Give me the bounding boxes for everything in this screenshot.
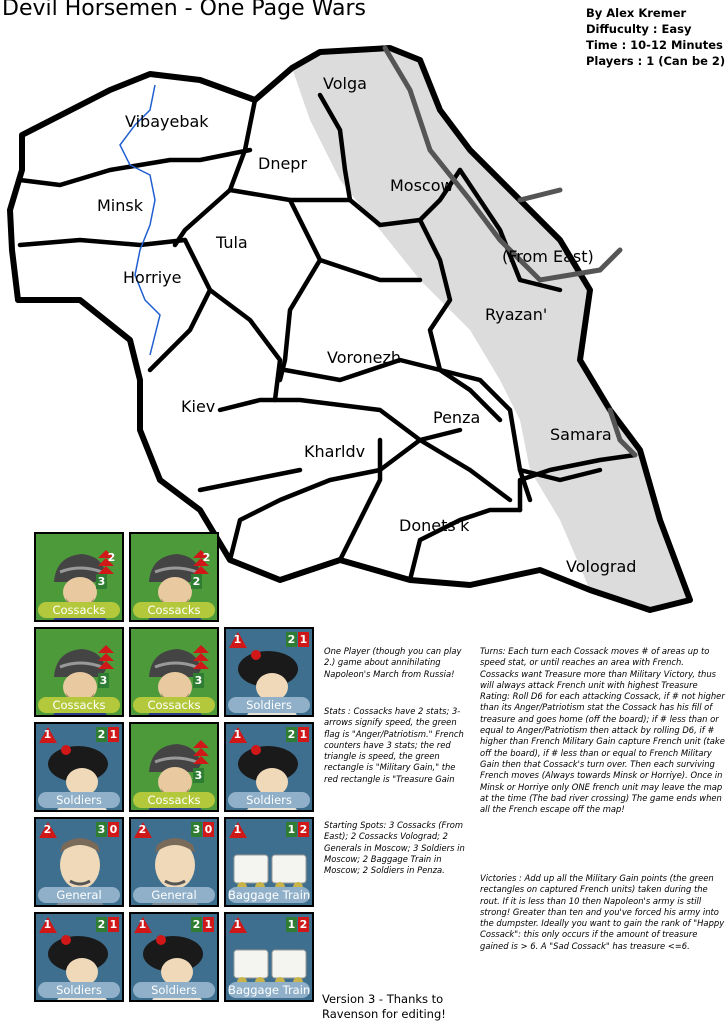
anger-flag: 3 [194,674,203,687]
speed-value: 2 [43,823,52,836]
speed-value: 2 [138,823,147,836]
speed-value: 1 [233,918,242,931]
counter-cossack[interactable] [129,532,219,622]
speed-value: 1 [233,728,242,741]
military-gain: 2 [97,728,106,741]
counter-soldier[interactable] [129,912,219,1002]
military-gain: 2 [287,728,296,741]
treasure-gain: 1 [299,728,308,741]
treasure-gain: 0 [109,823,118,836]
counter-label: Cossacks [38,697,120,713]
anger-flag: 3 [97,575,106,588]
speed-value: 1 [233,823,242,836]
difficulty-line: Diffuculty : Easy [586,22,692,36]
military-gain: 1 [287,918,296,931]
counter-label: Soldiers [133,982,215,998]
counter-label: General [133,887,215,903]
military-gain: 3 [192,823,201,836]
anger-flag: 2 [192,575,201,588]
page-title: Devil Horsemen - One Page Wars [2,0,366,21]
treasure-gain: 1 [109,918,118,931]
turns-text: Turns: Each turn each Cossack moves # of areas up to speed stat, or until reaches an area with French. Cossacks want Treasure more than Military Victory, thus will always attack French unit with highest Treasure Rating: Roll D6 for each attacking Cossack, if # not higher than its Anger/Patriotism stat the Cossack has his fill of treasure and goes home (off the board); if # less than or equal to Anger/Patriotism then attack by rolling D6, if # higher than French Military Gain capture French unit (take off the board), if # less than or equal to French Military Gain then that Cossack's turn over. Then each surviving French moves (Always towards Minsk or Horriye). Once in Minsk or Horriye only ONE french unit may leave the map at the time (The bad river crossing) The game ends when all the French escape off the map! [480,646,725,815]
treasure-gain: 2 [299,823,308,836]
eastern-road [292,48,690,610]
time-line: Time : 10-12 Minutes [586,38,723,52]
speed-value: 1 [138,918,147,931]
anger-flag: 3 [99,674,108,687]
region-volga[interactable]: Volga [323,74,367,93]
military-gain: 2 [287,633,296,646]
counter-label: Cossacks [133,792,215,808]
speed-value: 2 [107,551,116,564]
treasure-gain: 1 [299,633,308,646]
counter-cossack[interactable] [129,722,219,812]
counter-label: Soldiers [38,982,120,998]
speed-arrows-icon [191,738,211,768]
treasure-gain: 2 [299,918,308,931]
region-horriye[interactable]: Horriye [123,268,182,287]
counter-soldier[interactable] [224,722,314,812]
treasure-gain: 1 [109,728,118,741]
region-samara[interactable]: Samara [550,425,612,444]
speed-arrows-icon [96,643,116,673]
counter-label: Cossacks [133,602,215,618]
counter-soldier[interactable] [34,912,124,1002]
counter-baggage[interactable] [224,817,314,907]
starting-text: Starting Spots: 3 Cossacks (From East); 2 Cossacks Volograd; 2 Generals in Moscow; 3 Soldiers in Moscow; 2 Baggage Train in Moscow; 2 Soldiers in Penza. [324,820,465,876]
military-gain: 3 [97,823,106,836]
counter-label: Baggage Train [228,888,311,902]
stats-text: Stats : Cossacks have 2 stats; 3-arrows signify speed, the green flag is "Anger/Patriotism." French counters have 3 stats; the red triangle is speed, the green rectangle is "Military Gain," the red rectangle is "Treasure Gain [324,706,464,784]
author-line: By Alex Kremer [586,6,687,20]
counter-label: Baggage Train [228,983,311,997]
region-ryazan[interactable]: Ryazan' [485,305,548,324]
region-moscow[interactable]: Moscow [390,176,454,195]
region-volograd[interactable]: Volograd [566,557,637,576]
region-tula[interactable]: Tula [216,233,248,252]
military-gain: 2 [97,918,106,931]
speed-value: 1 [233,633,242,646]
counter-label: Soldiers [228,697,310,713]
victory-text: Victories : Add up all the Military Gain points (the green rectangles on captured French units) taken during the rout. If it is less than 10 then Napoleon's army is still strong! Greater than ten and you've forced his army into the dumpster. Ideally you want to gain the rank of "Happy Cossack": this only occurs if the amount of treasure gained is > 6. A "Sad Cossack" has treasure <=6. [480,873,725,951]
counter-label: Cossacks [38,602,120,618]
region-kiev[interactable]: Kiev [181,397,216,416]
region-voronezh[interactable]: Voronezh [327,348,402,367]
version-note: Version 3 - Thanks to Ravenson for editing! [322,992,446,1021]
region-dnepr[interactable]: Dnepr [258,154,308,173]
counter-label: Soldiers [228,792,310,808]
counter-general[interactable] [34,817,124,907]
counter-label: General [38,887,120,903]
region-donetsk[interactable]: Donets'k [399,516,470,535]
players-line: Players : 1 (Can be 2) [586,54,726,68]
speed-value: 2 [202,551,211,564]
counter-label: Soldiers [38,792,120,808]
military-gain: 1 [287,823,296,836]
speed-value: 1 [43,918,52,931]
treasure-gain: 1 [204,918,213,931]
counter-cossack[interactable] [129,627,219,717]
region-minsk[interactable]: Minsk [97,196,143,215]
counter-general[interactable] [129,817,219,907]
region-kharldv[interactable]: Kharldv [304,442,366,461]
speed-value: 1 [43,728,52,741]
treasure-gain: 0 [204,823,213,836]
counter-soldier[interactable] [224,627,314,717]
military-gain: 2 [192,918,201,931]
counter-label: Cossacks [133,697,215,713]
region-from-east[interactable]: (From East) [502,247,594,266]
anger-flag: 3 [194,769,203,782]
speed-arrows-icon [191,643,211,673]
counter-baggage[interactable] [224,912,314,1002]
counter-cossack[interactable] [34,532,124,622]
counter-soldier[interactable] [34,722,124,812]
region-vibayebak[interactable]: Vibayebak [125,112,209,131]
intro-text: One Player (though you can play 2.) game about annihilating Napoleon's March from Russia! [324,646,462,679]
region-penza[interactable]: Penza [433,408,481,427]
counter-cossack[interactable] [34,627,124,717]
